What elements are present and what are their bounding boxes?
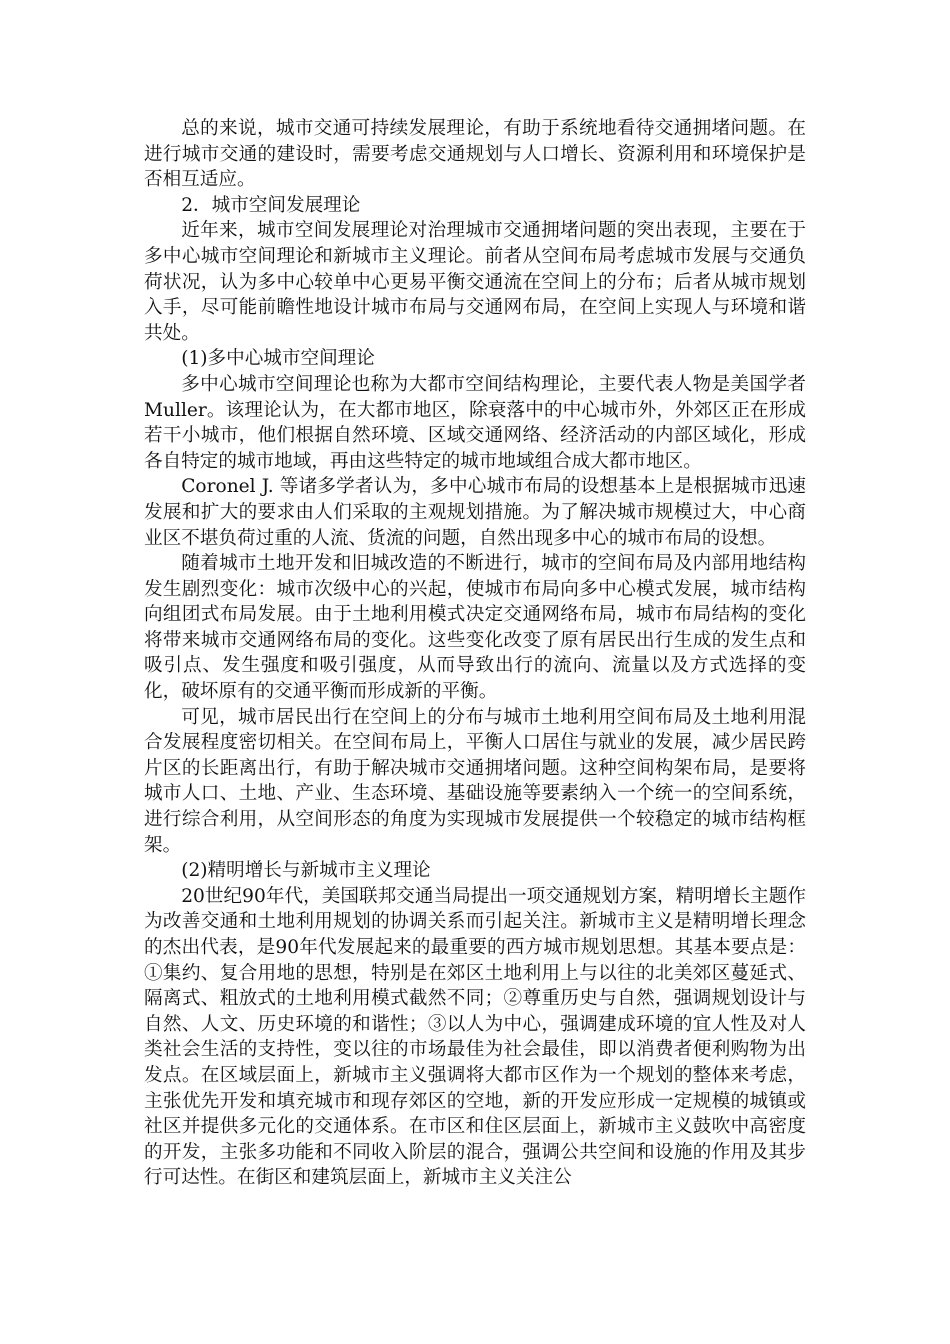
paragraph-summary: 总的来说，城市交通可持续发展理论，有助于系统地看待交通拥堵问题。在进行城市交通的建设时，需要考虑交通规划与人口增长、资源利用和环境保护是否相互适应。 (144, 118, 806, 191)
subheading-polycentric-theory: (1)多中心城市空间理论 (181, 348, 375, 370)
subheading-smart-growth: (2)精明增长与新城市主义理论 (181, 860, 431, 882)
paragraph-coronel: Coronel J. 等诸多学者认为，多中心城市布局的设想基本上是根据城市迅速发展和扩大的要求由人们采取的主观规划措施。为了解决城市规模过大，中心商业区不堪负荷过重的人流、货流的问题，自然出现多中心的城市布局的设想。 (144, 476, 806, 549)
paragraph-polycentric-definition: 多中心城市空间理论也称为大都市空间结构理论，主要代表人物是美国学者Muller。该理论认为，在大都市地区，除衰落中的中心城市外，外郊区正在形成若干小城市，他们根据自然环境、区域交通网络、经济活动的内部区域化，形成各自特定的城市地域，再由这些特定的城市地域组合成大都市地区。 (144, 373, 806, 472)
document-body (144, 116, 806, 1191)
paragraph-new-urbanism: 20世纪90年代，美国联邦交通当局提出一项交通规划方案，精明增长主题作为改善交通和土地利用规划的协调关系而引起关注。新城市主义是精明增长理念的杰出代表，是90年代发展起来的最重要的西方城市规划思想。其基本要点是：①集约、复合用地的思想，特别是在郊区土地利用上与以往的北美郊区蔓延式、隔离式、粗放式的土地利用模式截然不同；②尊重历史与自然，强调规划设计与自然、人文、历史环境的和谐性；③以人为中心，强调建成环境的宜人性及对人类社会生活的支持性，变以往的市场最佳为社会最佳，即以消费者便利购物为出发点。在区域层面上，新城市主义强调将大都市区作为一个规划的整体来考虑，主张优先开发和填充城市和现存郊区的空地，新的开发应形成一定规模的城镇或社区并提供多元化的交通体系。在市区和住区层面上，新城市主义鼓吹中高密度的开发，主张多功能和不同收入阶层的混合，强调公共空间和设施的作用及其步行可达性。在街区和建筑层面上，新城市主义关注公 (144, 885, 806, 1189)
paragraph-intro-spatial-theory: 近年来，城市空间发展理论对治理城市交通拥堵问题的突出表现，主要在于多中心城市空间理论和新城市主义理论。前者从空间布局考虑城市发展与交通负荷状况，认为多中心较单中心更易平衡交通流在空间上的分布；后者从城市规划入手，尽可能前瞻性地设计城市布局与交通网布局，在空间上实现人与环境和谐共处。 (144, 220, 806, 344)
section-heading-urban-spatial-theory: 2．城市空间发展理论 (181, 194, 361, 216)
paragraph-land-development: 随着城市土地开发和旧城改造的不断进行，城市的空间布局及内部用地结构发生剧烈变化：城市次级中心的兴起，使城市布局向多中心模式发展，城市结构向组团式布局发展。由于土地利用模式决定交通网络布局，城市布局结构的变化将带来城市交通网络布局的变化。这些变化改变了原有居民出行生成的发生点和吸引点、发生强度和吸引强度，从而导致出行的流向、流量以及方式选择的变化，破坏原有的交通平衡而形成新的平衡。 (144, 553, 806, 703)
paragraph-spatial-distribution: 可见，城市居民出行在空间上的分布与城市土地利用空间布局及土地利用混合发展程度密切相关。在空间布局上，平衡人口居住与就业的发展，减少居民跨片区的长距离出行，有助于解决城市交通拥堵问题。这种空间构架布局，是要将城市人口、土地、产业、生态环境、基础设施等要素纳入一个统一的空间系统，进行综合利用，从空间形态的角度为实现城市发展提供一个较稳定的城市结构框架。 (144, 706, 806, 856)
